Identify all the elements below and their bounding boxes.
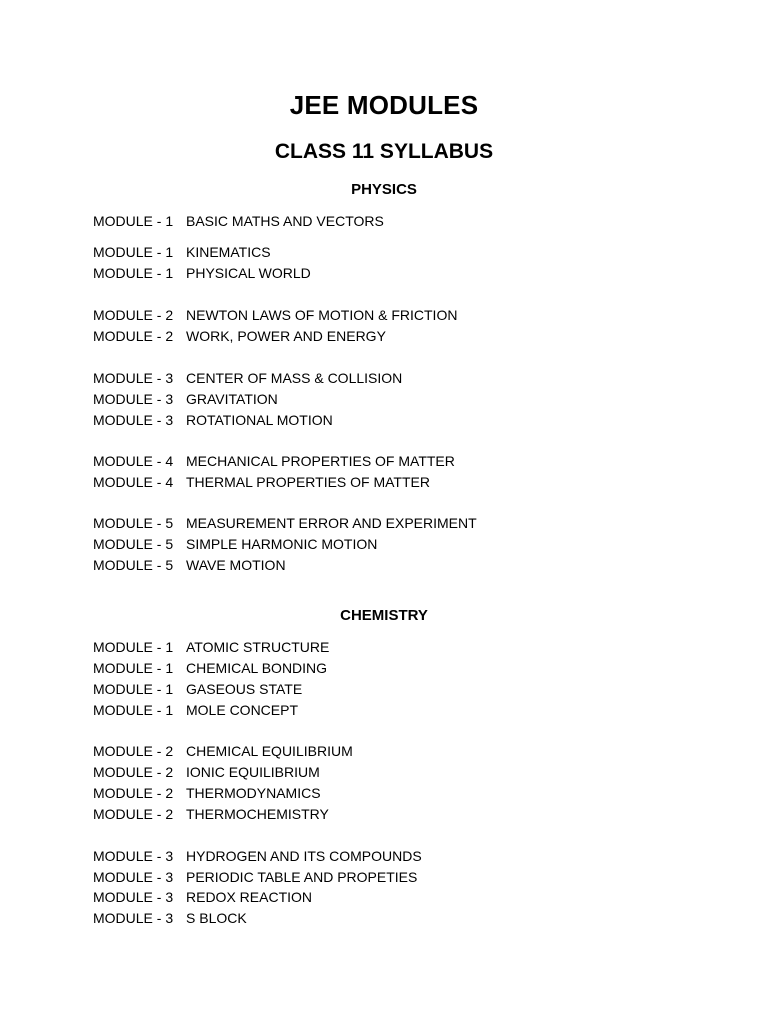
page-title: JEE MODULES <box>289 90 479 120</box>
topic-label: CHEMICAL EQUILIBRIUM <box>186 743 353 759</box>
module-label: MODULE - 3 <box>93 910 174 926</box>
topic-label: MECHANICAL PROPERTIES OF MATTER <box>186 453 455 469</box>
topic-label: MEASUREMENT ERROR AND EXPERIMENT <box>186 515 477 531</box>
module-label: MODULE - 3 <box>93 370 174 386</box>
list-item <box>93 637 329 658</box>
list-item <box>93 555 286 576</box>
list-item <box>93 887 312 908</box>
topic-label: PERIODIC TABLE AND PROPETIES <box>186 869 418 885</box>
list-item <box>93 700 298 721</box>
class-subtitle: CLASS 11 SYLLABUS <box>274 140 494 163</box>
list-item <box>93 305 457 326</box>
list-item <box>93 263 311 284</box>
list-item <box>93 679 302 700</box>
list-item <box>93 389 278 410</box>
list-item <box>93 658 327 679</box>
list-item <box>93 908 247 929</box>
topic-label: HYDROGEN AND ITS COMPOUNDS <box>186 848 422 864</box>
list-item <box>93 783 321 804</box>
physics-heading: PHYSICS <box>351 181 417 198</box>
list-item <box>93 326 386 347</box>
module-label: MODULE - 1 <box>93 213 174 229</box>
topic-label: PHYSICAL WORLD <box>186 265 311 281</box>
topic-label: THERMAL PROPERTIES OF MATTER <box>186 474 430 490</box>
module-label: MODULE - 2 <box>93 307 174 323</box>
topic-label: CHEMICAL BONDING <box>186 660 328 676</box>
list-item <box>93 472 430 493</box>
module-label: MODULE - 2 <box>93 785 174 801</box>
topic-label: THERMODYNAMICS <box>186 785 321 801</box>
module-label: MODULE - 1 <box>93 681 174 697</box>
module-label: MODULE - 3 <box>93 391 174 407</box>
module-label: MODULE - 2 <box>93 328 174 344</box>
topic-label: IONIC EQUILIBRIUM <box>186 764 320 780</box>
module-label: MODULE - 5 <box>93 536 174 552</box>
list-item <box>93 410 333 431</box>
module-label: MODULE - 4 <box>93 474 174 490</box>
topic-label: ROTATIONAL MOTION <box>186 412 333 428</box>
topic-label: WAVE MOTION <box>186 557 286 573</box>
list-item <box>93 846 422 867</box>
list-item <box>93 368 402 389</box>
module-label: MODULE - 3 <box>93 412 174 428</box>
list-item <box>93 242 271 263</box>
topic-label: WORK, POWER AND ENERGY <box>186 328 386 344</box>
module-label: MODULE - 1 <box>93 639 174 655</box>
module-label: MODULE - 3 <box>93 889 174 905</box>
topic-label: ATOMIC STRUCTURE <box>186 639 330 655</box>
topic-label: GASEOUS STATE <box>186 681 303 697</box>
topic-label: CENTER OF MASS & COLLISION <box>186 370 403 386</box>
list-item <box>93 741 353 762</box>
list-item <box>93 534 377 555</box>
topic-label: SIMPLE HARMONIC MOTION <box>186 536 378 552</box>
topic-label: REDOX REACTION <box>186 889 313 905</box>
topic-label: NEWTON LAWS OF MOTION & FRICTION <box>186 307 458 323</box>
list-item <box>93 804 329 825</box>
topic-label: GRAVITATION <box>186 391 278 407</box>
module-label: MODULE - 2 <box>93 743 174 759</box>
topic-label: MOLE CONCEPT <box>186 702 299 718</box>
module-label: MODULE - 2 <box>93 806 174 822</box>
module-label: MODULE - 5 <box>93 515 174 531</box>
list-item <box>93 451 455 472</box>
module-label: MODULE - 3 <box>93 869 174 885</box>
module-label: MODULE - 5 <box>93 557 174 573</box>
module-label: MODULE - 2 <box>93 764 174 780</box>
module-label: MODULE - 1 <box>93 265 174 281</box>
topic-label: KINEMATICS <box>186 244 271 260</box>
module-label: MODULE - 1 <box>93 660 174 676</box>
topic-label: THERMOCHEMISTRY <box>186 806 329 822</box>
topic-label: BASIC MATHS AND VECTORS <box>186 213 384 229</box>
topic-label: S BLOCK <box>186 910 247 926</box>
module-label: MODULE - 1 <box>93 702 174 718</box>
chemistry-heading: CHEMISTRY <box>340 607 428 624</box>
list-item <box>93 513 477 534</box>
list-item <box>93 211 384 232</box>
list-item <box>93 762 320 783</box>
module-label: MODULE - 4 <box>93 453 174 469</box>
list-item <box>93 867 417 888</box>
module-label: MODULE - 3 <box>93 848 174 864</box>
module-label: MODULE - 1 <box>93 244 174 260</box>
